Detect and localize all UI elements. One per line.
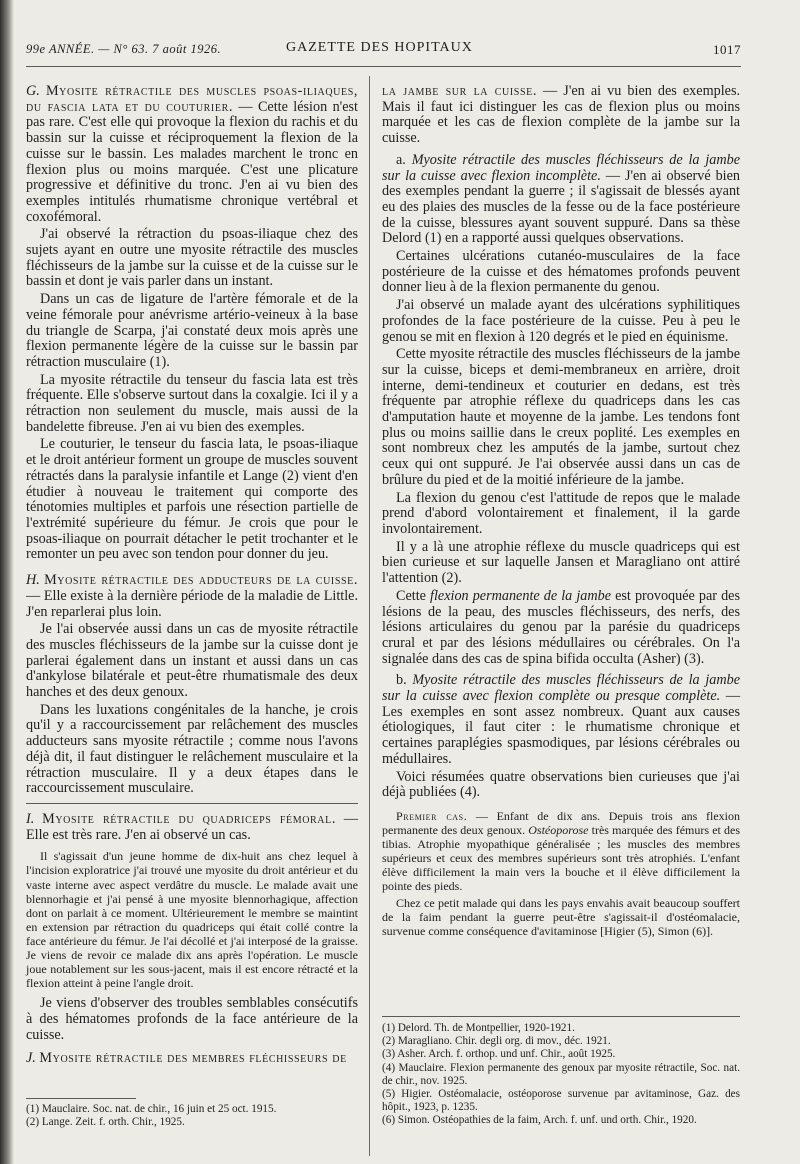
- footnote: (1) Delord. Th. de Montpellier, 1920-1921.: [382, 1022, 575, 1034]
- case-report: Chez ce petit malade qui dans les pays envahis avait beaucoup souffert de la faim pendant la guerre peut-être s'agissait-il d'ostéomalacie, survenue comme conséquence d'avitaminose [Higier (5), Simon (6)].: [382, 895, 740, 938]
- footnote: (2) Lange. Zeit. f. orth. Chir., 1925.: [26, 1116, 185, 1129]
- section-rule: [26, 803, 358, 804]
- section-text: — Cette lésion n'est pas rare. C'est elle qui provoque la flexion du rachis et du bassin sur la cuisse et réciproquement la flexion de la cuisse sur le bassin. Les malades marchent le tronc en flexion plus ou moins marquée. C'est une plicature progressive et définitive du tronc. J'en ai vu bien des exemples intitulés rhumatisme chronique vertébral et coxofémoral.: [26, 98, 358, 225]
- subsection-text: — Les exemples en sont assez nombreux. Quant aux causes étiologiques, il faut citer : le rhumatisme chronique et certaines paraplégies spasmodiques, par lésions cérébrales ou médullaires.: [382, 688, 741, 767]
- text-run: Cette: [396, 587, 431, 604]
- section-text: — J'en ai vu bien des exemples. Mais il faut ici distinguer les cas de flexion plus ou moins marquée et les cas de flexion complète de la jambe sur la cuisse.: [382, 83, 741, 147]
- footnote: (2) Maragliano. Chir. degli org. di mov., déc. 1921.: [382, 1035, 611, 1048]
- emphasis: Ostéoporose: [528, 823, 589, 838]
- footnotes-left: [26, 1103, 356, 1129]
- page-binding-shadow: [0, 0, 14, 1164]
- case-label: Premier cas.: [396, 808, 468, 823]
- subsection-text: — J'en ai observé bien des exemples pendant la guerre ; il s'agissait de blessés ayant eu des plaies des muscles de la fesse ou de la face postérieure de la cuisse, blessures ayant souvent suppuré. Dans sa thèse Delord (1) en a rapporté aussi quelques observations.: [382, 167, 740, 247]
- footnote-rule-left: [26, 1098, 136, 1099]
- section-heading: Myosite rétractile des muscles psoas-iliaques, du fascia lata et du couturier.: [26, 83, 359, 115]
- footnote: (4) Mauclaire. Flexion permanente des genoux par myosite rétractile, Soc. nat. de chir., nov. 1925.: [382, 1061, 740, 1087]
- section-letter: G.: [26, 83, 40, 99]
- paragraph: Dans un cas de ligature de l'artère fémorale et de la veine fémorale pour anévrisme artério-veineux à la base du triangle de Scarpa, j'ai constaté deux mois après une flexion permanente légère de la cuisse sur le bassin par rétraction musculaire (1).: [26, 291, 358, 370]
- section-g: [26, 84, 358, 225]
- case-report: Il s'agissait d'un jeune homme de dix-huit ans chez lequel à l'incision exploratrice j'ai trouvé une myosite du droit antérieur et du vaste interne avec aspect verdâtre du muscle. Le malade avait une blennorhagie et j'ai pensé à une myosite blennorhagique, affection dont on parlait à ce moment. Ultérieurement le membre se maintint en extension par rétraction du quadriceps qui était collé contre la face antérieure du fémur. Je l'ai décollé et j'ai interposé de la graisse. Je viens de revoir ce malade dix ans après l'opération. Le muscle joue notablement sur les sous-jacent, mais il est encore rétracté et la flexion atteint à peine l'angle droit.: [26, 849, 358, 991]
- section-heading: Myosite rétractile du quadriceps fémoral.: [42, 810, 336, 827]
- paragraph: Voici résumées quatre observations bien curieuses que j'ai déjà publiées (4).: [382, 768, 740, 801]
- running-header: [26, 40, 741, 62]
- subsection-label: a.: [396, 151, 406, 168]
- footnote: (1) Mauclaire. Soc. nat. de chir., 16 juin et 25 oct. 1915.: [26, 1103, 277, 1115]
- paragraph: Il y a là une atrophie réflexe du muscle quadriceps qui est bien curieuse et sur laquelle Jansen et Maragliano ont attiré l'attention (2).: [382, 538, 740, 587]
- footnote: (3) Asher. Arch. f. orthop. und unf. Chir., août 1925.: [382, 1048, 616, 1061]
- section-letter: I.: [26, 810, 35, 827]
- paragraph: J'ai observé la rétraction du psoas-iliaque chez des sujets ayant en outre une myosite rétractile des muscles fléchisseurs de la jambe sur la cuisse et de la cuisse sur le bassin et dont je vais parler dans un instant.: [26, 226, 358, 290]
- footnote: (5) Higier. Ostéomalacie, ostéoporose survenue par avitaminose, Gaz. des hôpit., 1923, p. 1235.: [382, 1088, 740, 1114]
- paragraph: Cette myosite rétractile des muscles fléchisseurs de la jambe sur la cuisse, biceps et demi-membraneux en arrière, droit interne, demi-tendineux et couturier en dedans, est très fréquente par atrophie réflexe du quadriceps dans les cas d'amputation haute et moyenne de la jambe. Les tendons font plus ou moins saillie dans le creux poplité. Les exemples en sont nombreux chez les amputés de la jambe, surtout chez ceux qui ont suppuré. Je l'ai observée aussi dans un cas de brûlure du pied et de la moitié inférieure de la jambe.: [382, 346, 740, 488]
- subsection-heading: Myosite rétractile des muscles fléchisseurs de la jambe sur la cuisse avec flexion incomplète.: [382, 151, 741, 184]
- paragraph: Certaines ulcérations cutanéo-musculaires de la face postérieure de la cuisse et des hématomes profonds peuvent donner lieu à de la flexion permanente du genou.: [382, 248, 740, 296]
- text-run: — Enfant de dix ans. Depuis trois ans flexion permanente des deux genoux.: [382, 808, 740, 838]
- subsection-label: b.: [396, 672, 407, 689]
- section-j-continued: [382, 84, 740, 147]
- paragraph: Je l'ai observée aussi dans un cas de myosite rétractile des muscles fléchisseurs de la jambe sur la cuisse dont je parlerai également dans un instant et aussi dans un cas d'ankylose bilatérale et peut-être rhumatismale des deux hanches et des deux genoux.: [26, 621, 358, 701]
- paragraph: Le couturier, le tenseur du fascia lata, le psoas-iliaque et le droit antérieur forment un groupe de muscles souvent rétractés dans la paralysie infantile et Lange (2) vient d'en étudier à nouveau le traitement qui comporte des ténotomies multiples et parfois une résection partielle de l'extrémité supérieure du fémur. Je crois que pour le psoas-iliaque on pourrait détacher le petit trochanter et le remonter un peu avec son tendon pour donner du jeu.: [26, 436, 358, 563]
- footnote: (6) Simon. Ostéopathies de la faim, Arch. f. unf. und orth. Chir., 1920.: [382, 1114, 697, 1127]
- emphasis: flexion permanente de la jambe: [430, 587, 612, 604]
- section-letter: J.: [26, 1050, 36, 1067]
- section-j: [26, 1051, 358, 1067]
- case-report: [382, 809, 740, 894]
- section-i: [26, 812, 358, 843]
- section-heading: Myosite rétractile des membres fléchisseurs de: [39, 1050, 347, 1067]
- paragraph: La myosite rétractile du tenseur du fascia lata est très fréquente. Elle s'observe surtout dans la coxalgie. Ici il y a rétraction non seulement du muscle, mais aussi de la bandelette fibreuse. J'en ai vu bien des exemples.: [26, 371, 358, 435]
- paragraph: La flexion du genou c'est l'attitude de repos que le malade prend d'abord volontairement et finalement, il la garde involontairement.: [382, 489, 740, 537]
- paragraph: Je viens d'observer des troubles semblables consécutifs à des hématomes profonds de la face antérieure de la cuisse.: [26, 995, 358, 1043]
- subsection-heading: Myosite rétractile des muscles fléchisseurs de la jambe sur la cuisse avec flexion complète ou presque complète.: [382, 672, 740, 705]
- section-text: — Elle existe à la dernière période de la maladie de Little. J'en reparlerai plus loin.: [26, 587, 358, 620]
- subsection-a: [382, 153, 740, 247]
- section-h: [26, 573, 358, 620]
- right-column: [382, 84, 740, 940]
- section-letter: H.: [26, 572, 40, 589]
- page-number: 1017: [713, 42, 741, 57]
- section-text: — Elle est très rare. J'en ai observé un cas.: [26, 810, 359, 843]
- left-column: [26, 84, 358, 1069]
- header-rule: [26, 66, 741, 67]
- paragraph: Dans les luxations congénitales de la hanche, je crois qu'il y a raccourcissement par relâchement des muscles adducteurs sans myosite rétractile ; comme nous l'avons déjà dit, il faut distinguer le relâchement musculaire et la rétraction musculaire. Il y a deux étapes dans le raccourcissement musculaire.: [26, 701, 358, 797]
- section-heading: la jambe sur la cuisse.: [382, 83, 537, 99]
- column-divider: [369, 76, 370, 1156]
- section-heading: Myosite rétractile des adducteurs de la cuisse.: [44, 572, 359, 589]
- issue-info: 99e ANNÉE. — N° 63. 7 août 1926.: [26, 42, 222, 56]
- paragraph: J'ai observé un malade ayant des ulcérations syphilitiques profondes de la face postérieure de la cuisse. Peu à peu le genou se mit en flexion à 120 degrés et le pied en équinisme.: [382, 297, 740, 345]
- paragraph: [382, 589, 740, 668]
- text-run: est provoquée par des lésions de la peau, des muscles fléchisseurs, des nerfs, des lésions articulaires du genou par la parésie du quadriceps crural et par des lésions médullaires ou cérébrales. On l'a signalée dans des cas de spina bifida occulta (Asher) (3).: [382, 587, 741, 667]
- footnote-rule-right: [382, 1016, 740, 1017]
- journal-title: GAZETTE DES HOPITAUX: [286, 40, 473, 55]
- subsection-b: [382, 673, 740, 767]
- text-run: très marquée des fémurs et des tibias. Atrophie myopathique généralisée ; les muscles des membres supérieurs et ceux des membres supérieurs sont très atrophiés. L'enfant élève difficilement la main vers la bouche et il élève difficilement la pointe des pieds.: [382, 823, 741, 894]
- footnotes-right: [382, 1022, 740, 1128]
